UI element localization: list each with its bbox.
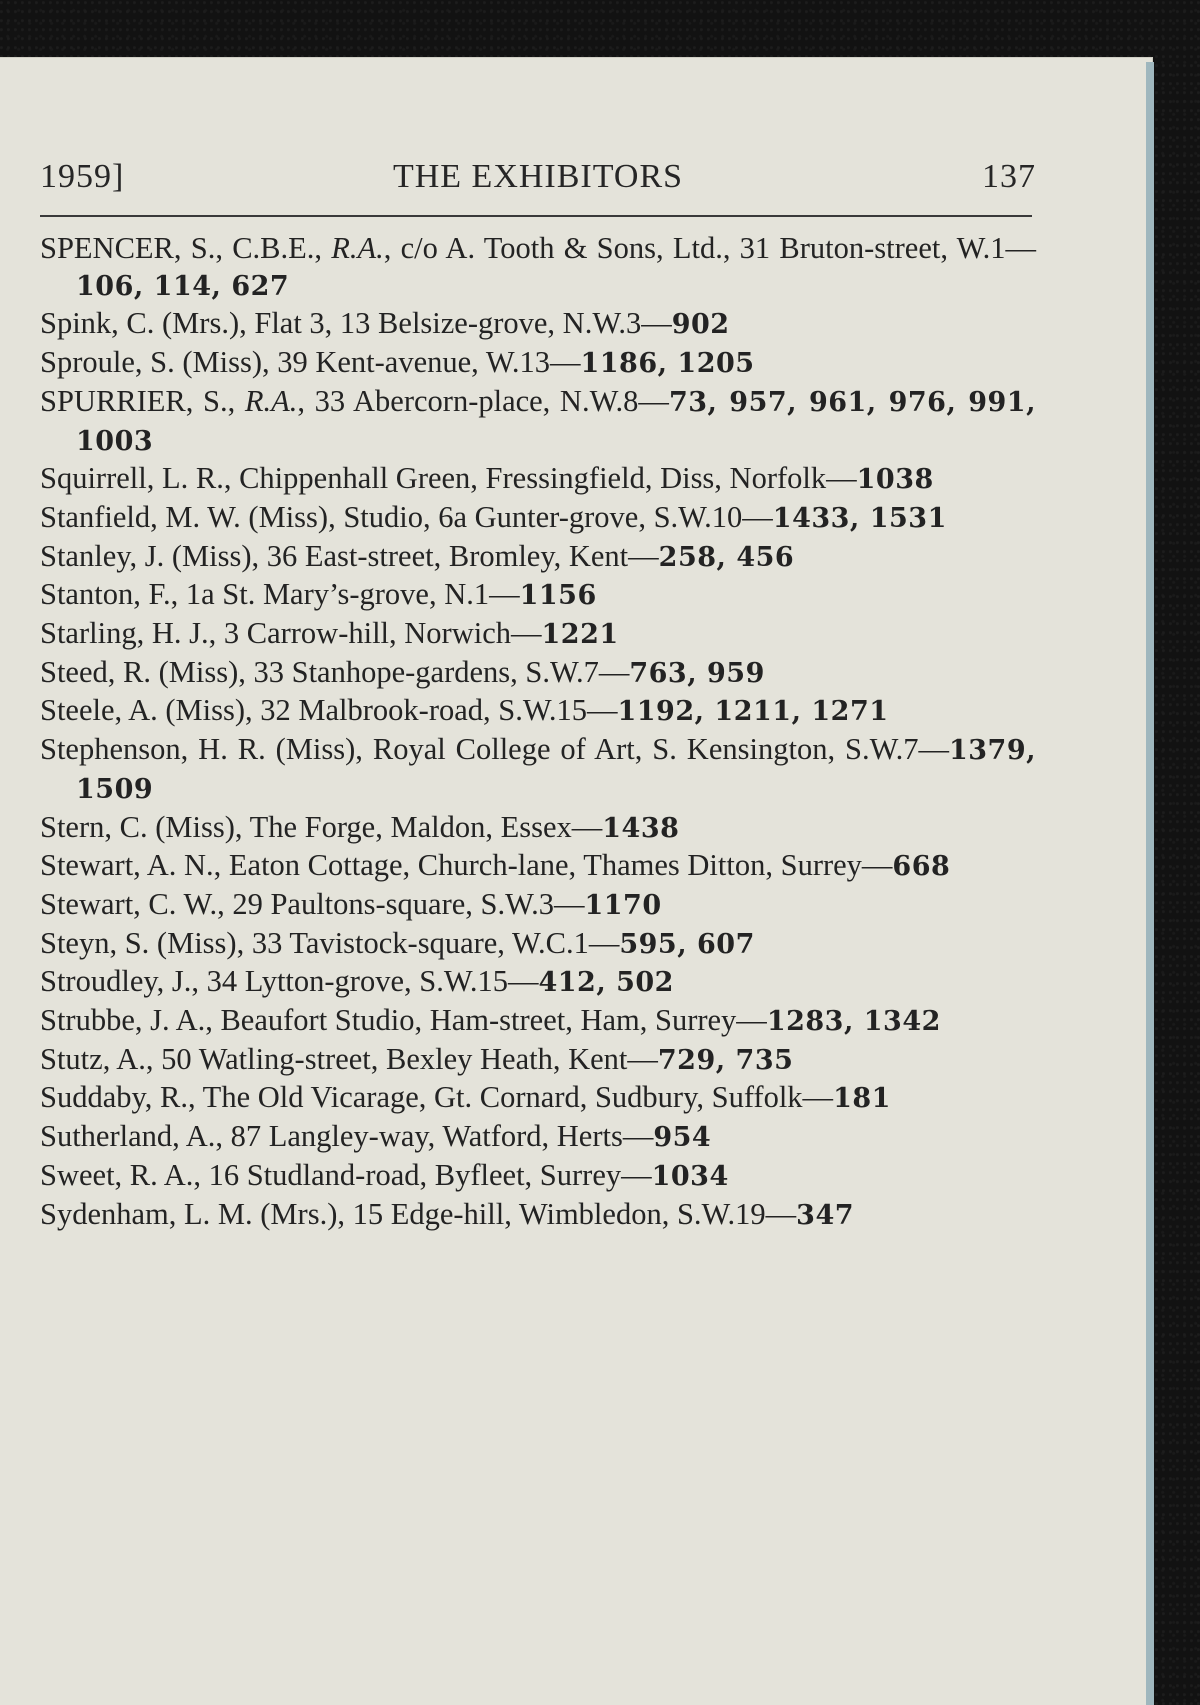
exhibitor-entry [40,692,1036,731]
exhibitor-entry [40,654,1036,693]
exhibitor-entry [40,925,1036,964]
exhibitor-entry [40,1041,1036,1080]
entry-text: Steed, R. (Miss), 33 Stanhope-gardens, S.W.7— [40,654,630,689]
entry-catalogue-numbers: 668 [892,851,951,883]
entry-catalogue-numbers: 412, 502 [538,967,674,999]
entry-honour: R.A. [331,231,384,265]
entry-text: Stephenson, H. R. (Miss), Royal College of Art, S. Kensington, S.W.7— [40,732,949,767]
entry-text: SPURRIER, S., [40,383,245,418]
entry-text: Sutherland, A., 87 Langley-way, Watford, Herts— [40,1119,654,1154]
exhibitor-entry [40,230,1036,305]
entry-text: Stanton, F., 1a St. Mary’s-grove, N.1— [40,577,520,612]
exhibitor-entry [40,499,1036,538]
entry-text: Stewart, C. W., 29 Paultons-square, S.W.3— [40,886,585,921]
entry-text: Steele, A. (Miss), 32 Malbrook-road, S.W.15— [40,693,618,728]
exhibitor-entry [40,1118,1036,1157]
entry-text: Suddaby, R., The Old Vicarage, Gt. Cornard, Sudbury, Suffolk— [40,1080,834,1115]
entry-text: Stutz, A., 50 Watling-street, Bexley Heath, Kent— [40,1041,658,1076]
exhibitor-entry [40,460,1036,499]
exhibitor-entry [40,576,1036,615]
entry-text: SPENCER, S., C.B.E., [40,231,332,265]
exhibitor-entry [40,1002,1036,1041]
exhibitor-entry [40,538,1036,577]
entry-catalogue-numbers: 1433, 1531 [772,502,947,534]
entry-catalogue-numbers: 902 [671,309,730,341]
entry-catalogue-numbers: 258, 456 [658,541,795,573]
entry-text: Starling, H. J., 3 Carrow-hill, Norwich— [40,616,542,651]
entry-text: Squirrell, L. R., Chippenhall Green, Fressingfield, Diss, Norfolk— [40,461,857,496]
page-title: THE EXHIBITORS [392,158,684,195]
entry-catalogue-numbers: 729, 735 [657,1044,794,1076]
entry-catalogue-numbers: 181 [833,1083,891,1115]
entry-text: Strubbe, J. A., Beaufort Studio, Ham-street, Ham, Surrey— [40,1003,767,1038]
entry-address: , c/o A. Tooth & Sons, Ltd., 31 Bruton-street, W.1— [383,231,1036,265]
entry-text: Sweet, R. A., 16 Studland-road, Byfleet, Surrey— [40,1157,652,1192]
entry-catalogue-numbers: 1034 [651,1160,729,1192]
entry-text: Stanley, J. (Miss), 36 East-street, Bromley, Kent— [40,538,659,573]
exhibitor-entry [40,305,1036,344]
entry-address: , 33 Abercorn-place, N.W.8— [297,383,669,418]
entry-catalogue-numbers: 1186, 1205 [580,348,755,380]
running-head [40,158,1036,198]
entry-catalogue-numbers: 1438 [602,812,680,844]
entry-catalogue-numbers: 1283, 1342 [766,1006,941,1038]
entry-catalogue-numbers: 1038 [856,464,934,496]
exhibitor-entry [40,1157,1036,1196]
entry-catalogue-numbers: 1156 [519,580,597,612]
entry-text: Stroudley, J., 34 Lytton-grove, S.W.15— [40,964,539,999]
exhibitor-entry [40,1196,1036,1235]
page-number: 137 [982,158,1036,195]
entry-catalogue-numbers: 763, 959 [629,657,765,689]
entry-catalogue-numbers: 595, 607 [619,928,755,960]
exhibitor-entry [40,963,1036,1002]
exhibitor-entry [40,344,1036,383]
exhibitor-entry [40,847,1036,886]
entry-catalogue-numbers: 1192, 1211, 1271 [617,696,889,728]
entry-catalogue-numbers: 73, 957, 961, 976, 991, 1003 [76,386,1036,457]
entry-text: Stern, C. (Miss), The Forge, Maldon, Essex— [40,809,603,844]
entry-text: Sydenham, L. M. (Mrs.), 15 Edge-hill, Wimbledon, S.W.19— [40,1196,797,1231]
entry-catalogue-numbers: 1170 [584,889,662,921]
exhibitor-entry [40,731,1036,808]
exhibitor-entry [40,1079,1036,1118]
entry-catalogue-numbers: 106, 114, 627 [76,270,290,302]
exhibitor-entry [40,809,1036,848]
entry-text: Stanfield, M. W. (Miss), Studio, 6a Gunter-grove, S.W.10— [40,499,773,534]
exhibitor-entry [40,886,1036,925]
entry-text: Stewart, A. N., Eaton Cottage, Church-lane, Thames Ditton, Surrey— [40,848,893,883]
exhibitor-list [40,230,1036,1234]
entry-catalogue-numbers: 1221 [541,619,619,651]
entry-text: Spink, C. (Mrs.), Flat 3, 13 Belsize-grove, N.W.3— [40,306,672,341]
entry-catalogue-numbers: 347 [796,1199,855,1231]
header-rule [40,215,1032,217]
entry-text: Steyn, S. (Miss), 33 Tavistock-square, W.C.1— [40,925,620,960]
entry-text: Sproule, S. (Miss), 39 Kent-avenue, W.13— [40,345,581,380]
page-edge [1146,62,1154,1705]
exhibitor-entry [40,383,1036,460]
entry-catalogue-numbers: 954 [653,1122,712,1154]
entry-catalogue-numbers: 1379, 1509 [76,735,1036,805]
year-label: 1959] [40,158,125,195]
entry-honour: R.A. [244,383,298,418]
exhibitor-entry [40,615,1036,654]
